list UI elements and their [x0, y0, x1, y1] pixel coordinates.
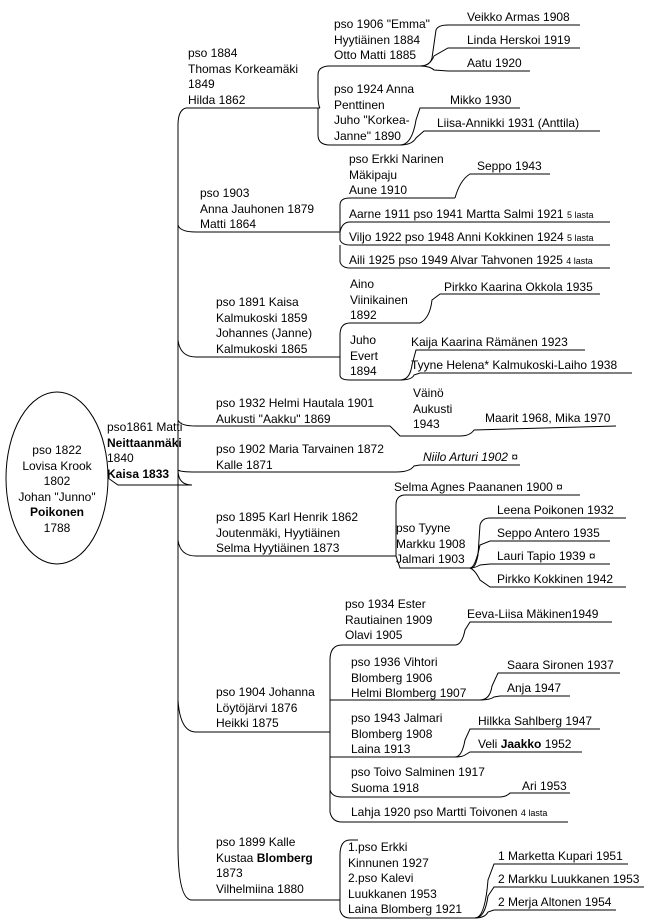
- node-line: Otto Matti 1885: [334, 48, 417, 62]
- child-node: 2 Markku Luukkanen 1953: [498, 872, 640, 886]
- root-line: pso 1822: [32, 443, 82, 457]
- node-line: pso 1924 Anna: [334, 82, 415, 96]
- child-node: Veikko Armas 1908: [467, 10, 570, 24]
- root-line: Poikonen: [29, 505, 84, 519]
- node-text: 1952: [541, 737, 572, 751]
- node-line: pso 1943 Jalmari: [351, 711, 443, 725]
- child-node: 1 Marketta Kupari 1951: [498, 849, 623, 863]
- child-node: Niilo Arturi 1902 ¤: [423, 450, 518, 464]
- child-node: Seppo Antero 1935: [497, 526, 600, 540]
- node-line: Jalmari 1903: [396, 552, 465, 566]
- node-text-bold: Jaakko: [500, 737, 542, 751]
- aili-node: [349, 253, 593, 270]
- aino-node: [350, 277, 408, 324]
- branch-line: pso 1899 Kalle: [216, 835, 296, 849]
- branch-line: pso 1891 Kaisa: [216, 295, 299, 309]
- node-line: Blomberg 1906: [351, 670, 433, 685]
- aarne-node: [349, 207, 593, 224]
- gen1-couple: [107, 420, 182, 482]
- node-text: Viljo 1922 pso 1948 Anni Kokkinen 1924: [349, 230, 564, 244]
- node-line: pso Tyyne: [396, 521, 451, 535]
- branch-line: Johannes (Janne): [216, 326, 313, 340]
- node-line: Väinö: [413, 386, 444, 400]
- node-line: 1.pso Erkki: [348, 840, 408, 854]
- branch-1895: [216, 510, 358, 557]
- branch-line: Vilhelmiina 1880: [216, 881, 304, 896]
- node-line: Hyytiäinen 1884: [334, 32, 421, 47]
- child-node: Linda Herskoi 1919: [467, 33, 571, 47]
- node-line: 1894: [350, 364, 377, 378]
- gen1-line: 1840: [107, 451, 134, 465]
- node-line: Mäkipaju: [349, 167, 398, 182]
- branch-line: pso 1895 Karl Henrik 1862: [216, 510, 359, 524]
- branch-line: pso 1932 Helmi Hautala 1901: [216, 396, 375, 410]
- suoma-couple: [351, 765, 485, 796]
- node-text: Kustaa: [216, 850, 257, 865]
- branch-1902: [216, 442, 384, 473]
- root-line: 1802: [43, 474, 71, 488]
- node-line: Aune 1910: [349, 183, 408, 197]
- node-line: 2.pso Kalevi: [348, 871, 414, 885]
- helmi-couple: [351, 655, 466, 702]
- branch-line: pso 1903: [200, 186, 250, 200]
- node-line: Aukusti: [413, 401, 453, 416]
- node-line: Aino: [350, 277, 375, 291]
- node-line: Janne" 1890: [334, 128, 401, 143]
- lahja-node: [351, 805, 547, 822]
- node-line: Olavi 1905: [345, 628, 403, 642]
- node-line: Kinnunen 1927: [348, 855, 429, 870]
- anna-couple: [334, 82, 414, 144]
- node-line: 1892: [350, 308, 377, 322]
- child-node: Ari 1953: [522, 779, 567, 793]
- child-node: Lauri Tapio 1939 ¤: [497, 549, 596, 563]
- branch-line: Aukusti "Aakku" 1869: [216, 411, 331, 426]
- node-line: Markku 1908: [396, 536, 466, 551]
- child-node: Liisa-Annikki 1931 (Anttila): [437, 116, 580, 130]
- child-node: Selma Agnes Paananen 1900 ¤: [394, 480, 563, 494]
- child-node: Anja 1947: [507, 681, 562, 695]
- node-line: Juho: [350, 333, 377, 347]
- child-node: 2 Merja Altonen 1954: [498, 895, 612, 909]
- node-line: Helmi Blomberg 1907: [351, 686, 467, 700]
- branch-line: Matti 1864: [200, 217, 257, 231]
- emma-couple: [334, 17, 430, 64]
- gen1-line: Kaisa 1833: [107, 466, 170, 481]
- node-line: pso 1934 Ester: [345, 597, 426, 611]
- node-line: 1943: [413, 417, 440, 431]
- child-node: Pirkko Kokkinen 1942: [497, 572, 614, 586]
- branch-1884: [188, 46, 298, 108]
- child-node: Eeva-Liisa Mäkinen1949: [467, 607, 599, 621]
- branch-line: Joutenmäki, Hyytiäinen: [216, 525, 341, 540]
- node-line: Laina 1913: [351, 742, 411, 756]
- child-node: Hilkka Sahlberg 1947: [478, 714, 593, 728]
- vaino-node: [413, 386, 452, 433]
- erkki-couple: [349, 152, 444, 199]
- children-count: 5 lasta: [566, 233, 594, 243]
- node-line: pso Erkki Narinen: [349, 152, 444, 166]
- branch-line: Anna Jauhonen 1879: [200, 201, 315, 216]
- branch-1932: [216, 396, 374, 427]
- branch-line: Kalle 1871: [216, 457, 273, 472]
- node-line: pso 1936 Vihtori: [351, 655, 438, 669]
- branch-line: Hilda 1862: [188, 92, 246, 107]
- laina-couple: [351, 711, 442, 758]
- node-line: Viinikainen: [350, 292, 408, 307]
- branch-line: Kalmukoski 1859: [216, 310, 308, 325]
- branch-line: Heikki 1875: [216, 716, 279, 730]
- child-node: Seppo 1943: [477, 159, 542, 173]
- branch-line: Selma Hyytiäinen 1873: [216, 541, 340, 555]
- node-line: Evert: [350, 348, 379, 363]
- node-line: Blomberg 1908: [351, 726, 433, 741]
- branch-line: Thomas Korkeamäki: [188, 61, 299, 76]
- child-node: Pirkko Kaarina Okkola 1935: [444, 280, 593, 294]
- branch-1904: [216, 685, 315, 732]
- children-count: 5 lasta: [566, 210, 594, 220]
- root-person: [8, 443, 106, 536]
- laina-blomberg-node: [348, 840, 462, 918]
- node-line: Suoma 1918: [351, 780, 420, 795]
- branch-line: 1873: [216, 866, 243, 880]
- node-text-bold: Blomberg: [256, 850, 313, 865]
- node-text: Aarne 1911 pso 1941 Martta Salmi 1921: [349, 207, 564, 221]
- branch-line: Löytöjärvi 1876: [216, 700, 298, 715]
- juho-node: [350, 333, 378, 380]
- gen1-line: pso1861 Matti: [107, 420, 183, 434]
- branch-1903: [200, 186, 314, 233]
- node-line: Rautiainen 1909: [345, 612, 433, 627]
- node-line: Juho "Korkea-: [334, 113, 410, 127]
- node-text: Aili 1925 pso 1949 Alvar Tahvonen 1925: [349, 253, 563, 267]
- branch-1899: [216, 835, 313, 897]
- branch-line: [216, 851, 313, 867]
- branch-1891: [216, 295, 312, 357]
- gen1-line: Neittaanmäki: [107, 435, 182, 450]
- branch-line: pso 1884: [188, 46, 238, 60]
- node-text: Lahja 1920 pso Martti Toivonen: [351, 805, 518, 819]
- child-node: Tyyne Helena* Kalmukoski-Laiho 1938: [411, 358, 618, 372]
- node-line: Penttinen: [334, 97, 385, 112]
- node-text: Veli: [478, 737, 501, 751]
- node-line: pso 1906 "Emma": [334, 17, 430, 31]
- branch-line: pso 1902 Maria Tarvainen 1872: [216, 442, 384, 456]
- child-node: Saara Sironen 1937: [507, 658, 614, 672]
- children-count: 4 lasta: [520, 808, 548, 818]
- child-node: Mikko 1930: [450, 93, 512, 107]
- root-line: Lovisa Krook: [22, 458, 92, 473]
- root-line: Johan "Junno": [18, 489, 96, 504]
- child-node: [478, 737, 571, 753]
- viljo-node: [349, 230, 594, 247]
- child-node: Maarit 1968, Mika 1970: [485, 411, 611, 425]
- branch-line: Kalmukoski 1865: [216, 341, 308, 356]
- node-line: Laina Blomberg 1921: [348, 902, 463, 916]
- branch-line: 1849: [188, 77, 215, 91]
- children-count: 4 lasta: [566, 256, 593, 266]
- child-node: Leena Poikonen 1932: [497, 503, 614, 517]
- child-node: Kaija Kaarina Rämänen 1923: [411, 335, 568, 349]
- child-node: Aatu 1920: [467, 56, 522, 70]
- olavi-couple: [345, 597, 432, 644]
- root-line: 1788: [43, 520, 71, 535]
- node-line: Luukkanen 1953: [348, 886, 437, 901]
- branch-line: pso 1904 Johanna: [216, 685, 315, 699]
- jalmari-couple: [396, 521, 465, 568]
- node-line: pso Toivo Salminen 1917: [351, 765, 485, 779]
